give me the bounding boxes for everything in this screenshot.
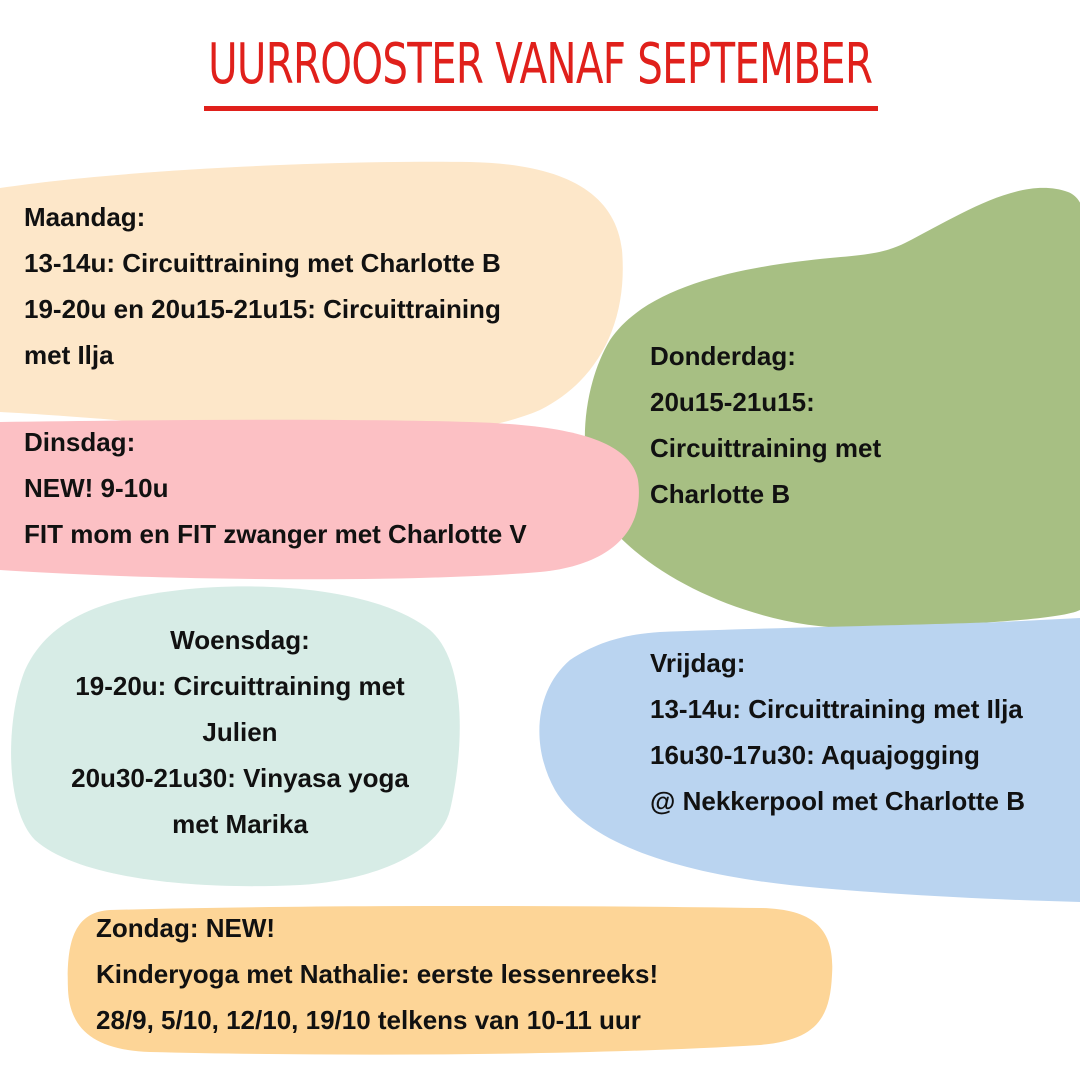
woensdag-line-4: met Marika	[172, 809, 308, 839]
donderdag-block	[650, 333, 881, 517]
vrijdag-heading: Vrijdag:	[650, 648, 746, 678]
zondag-line-2: 28/9, 5/10, 12/10, 19/10 telkens van 10-11 uur	[96, 1005, 641, 1035]
woensdag-line-3: 20u30-21u30: Vinyasa yoga	[71, 763, 409, 793]
woensdag-line-2: Julien	[202, 717, 278, 747]
vrijdag-line-3: @ Nekkerpool met Charlotte B	[650, 786, 1025, 816]
maandag-heading: Maandag:	[24, 202, 146, 232]
woensdag-line-1: 19-20u: Circuittraining met	[75, 671, 405, 701]
dinsdag-heading: Dinsdag:	[24, 427, 136, 457]
vrijdag-line-1: 13-14u: Circuittraining met Ilja	[650, 694, 1023, 724]
dinsdag-line-2: FIT mom en FIT zwanger met Charlotte V	[24, 519, 527, 549]
donderdag-heading: Donderdag:	[650, 341, 796, 371]
vrijdag-line-2: 16u30-17u30: Aquajogging	[650, 740, 980, 770]
woensdag-heading: Woensdag:	[170, 625, 310, 655]
maandag-line-1: 13-14u: Circuittraining met Charlotte B	[24, 248, 501, 278]
title-underline	[204, 106, 878, 111]
donderdag-line-2: Circuittraining met	[650, 433, 882, 463]
dinsdag-block	[24, 419, 527, 557]
zondag-line-1: Kinderyoga met Nathalie: eerste lessenreeks!	[96, 959, 659, 989]
woensdag-block	[20, 617, 460, 847]
page-title: UURROOSTER VANAF SEPTEMBER	[207, 32, 873, 97]
donderdag-line-1: 20u15-21u15:	[650, 387, 815, 417]
donderdag-line-3: Charlotte B	[650, 479, 791, 509]
maandag-line-3: met Ilja	[24, 340, 114, 370]
maandag-block	[24, 194, 501, 378]
dinsdag-line-1: NEW! 9-10u	[24, 473, 169, 503]
vrijdag-block	[650, 640, 1025, 824]
zondag-block	[96, 905, 658, 1043]
maandag-line-2: 19-20u en 20u15-21u15: Circuittraining	[24, 294, 501, 324]
zondag-heading: Zondag: NEW!	[96, 913, 276, 943]
